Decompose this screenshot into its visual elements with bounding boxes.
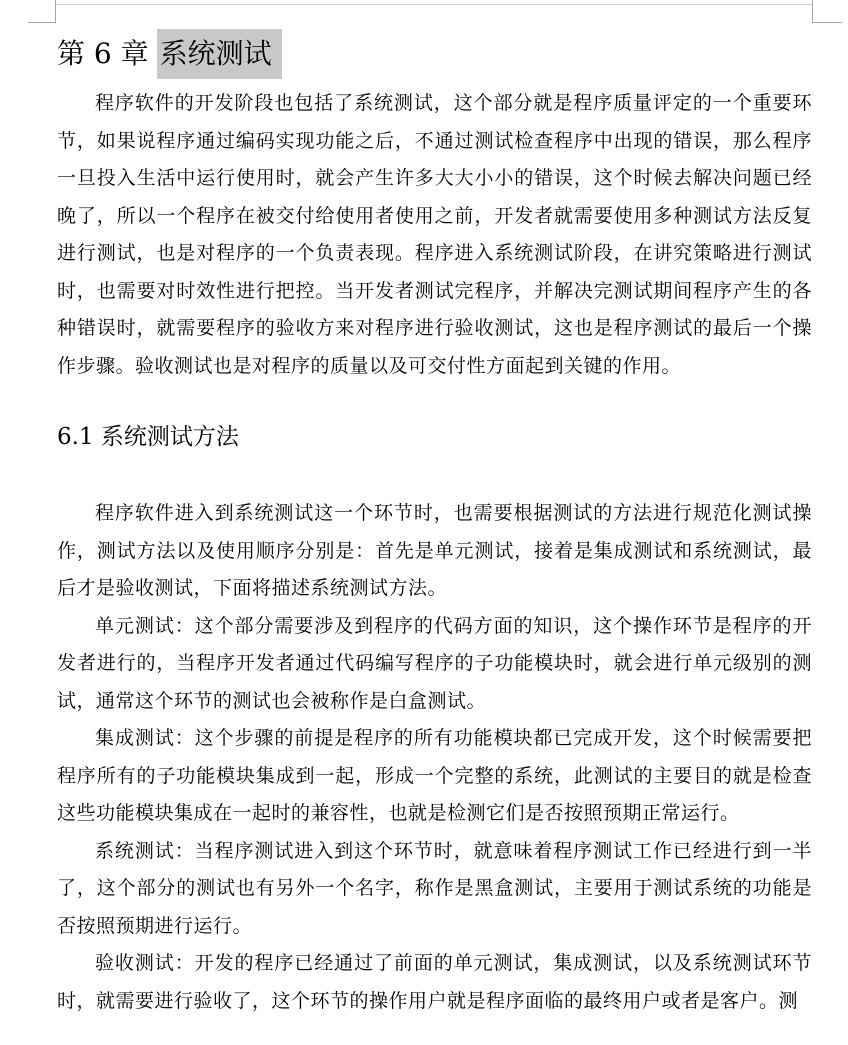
section-paragraph-integration-test: 集成测试：这个步骤的前提是程序的所有功能模块都已完成开发，这个时候需要把程序所有的子功能模块集成到一起，形成一个完整的系统，此测试的主要目的就是检查这些功能模块集成在一起时的兼容性，也就是检测它们是否按照预期正常运行。 bbox=[57, 727, 812, 824]
chapter-heading[interactable] bbox=[57, 28, 812, 80]
section-paragraph-system-test: 系统测试：当程序测试进入到这个环节时，就意味着程序测试工作已经进行到一半了，这个部分的测试也有另外一个名字，称作是黑盒测试，主要用于测试系统的功能是否按照预期进行运行。 bbox=[57, 839, 812, 937]
chapter-title-selected-text[interactable]: 系统测试 bbox=[157, 29, 282, 79]
document-body[interactable] bbox=[57, 28, 812, 1020]
section-paragraph-unit-test: 单元测试：这个部分需要涉及到程序的代码方面的知识，这个操作环节是程序的开发者进行的，当程序开发者通过代码编写程序的子功能模块时，就会进行单元级别的测试，通常这个环节的测试也会被称作是白盒测试。 bbox=[57, 614, 812, 712]
intro-paragraph: 程序软件的开发阶段也包括了系统测试，这个部分就是程序质量评定的一个重要环节，如果说程序通过编码实现功能之后，不通过测试检查程序中出现的错误，那么程序一旦投入生活中运行使用时，就会产生许多大大小小的错误，这个时候去解决问题已经晚了，所以一个程序在被交付给使用者使用之前，开发者就需要使用多种测试方法反复进行测试，也是对程序的一个负责表现。程序进入系统测试阶段，在讲究策略进行测试时，也需要对时效性进行把控。当开发者测试完程序，并解决完测试期间程序产生的各种错误时，就需要程序的验收方来对程序进行验收测试，这也是程序测试的最后一个操作步骤。验收测试也是对程序的质量以及可交付性方面起到关键的作用。 bbox=[57, 92, 812, 377]
corner-mark-right-horizontal bbox=[812, 22, 842, 23]
section-paragraph-acceptance-test: 验收测试：开发的程序已经通过了前面的单元测试，集成测试，以及系统测试环节时，就需要进行验收了，这个环节的操作用户就是程序面临的最终用户或者是客户。测 bbox=[57, 952, 812, 1012]
section-paragraph-overview: 程序软件进入到系统测试这一个环节时，也需要根据测试的方法进行规范化测试操作，测试方法以及使用顺序分别是：首先是单元测试，接着是集成测试和系统测试，最后才是验收测试，下面将描述系统测试方法。 bbox=[57, 502, 812, 599]
corner-mark-left-horizontal bbox=[28, 22, 56, 23]
section-heading: 6.1 系统测试方法 bbox=[57, 424, 239, 450]
chapter-number: 第 6 章 bbox=[57, 37, 149, 70]
corner-mark-left-vertical bbox=[55, 0, 56, 22]
corner-mark-right-vertical bbox=[812, 0, 813, 22]
page-top-edge bbox=[56, 4, 812, 5]
